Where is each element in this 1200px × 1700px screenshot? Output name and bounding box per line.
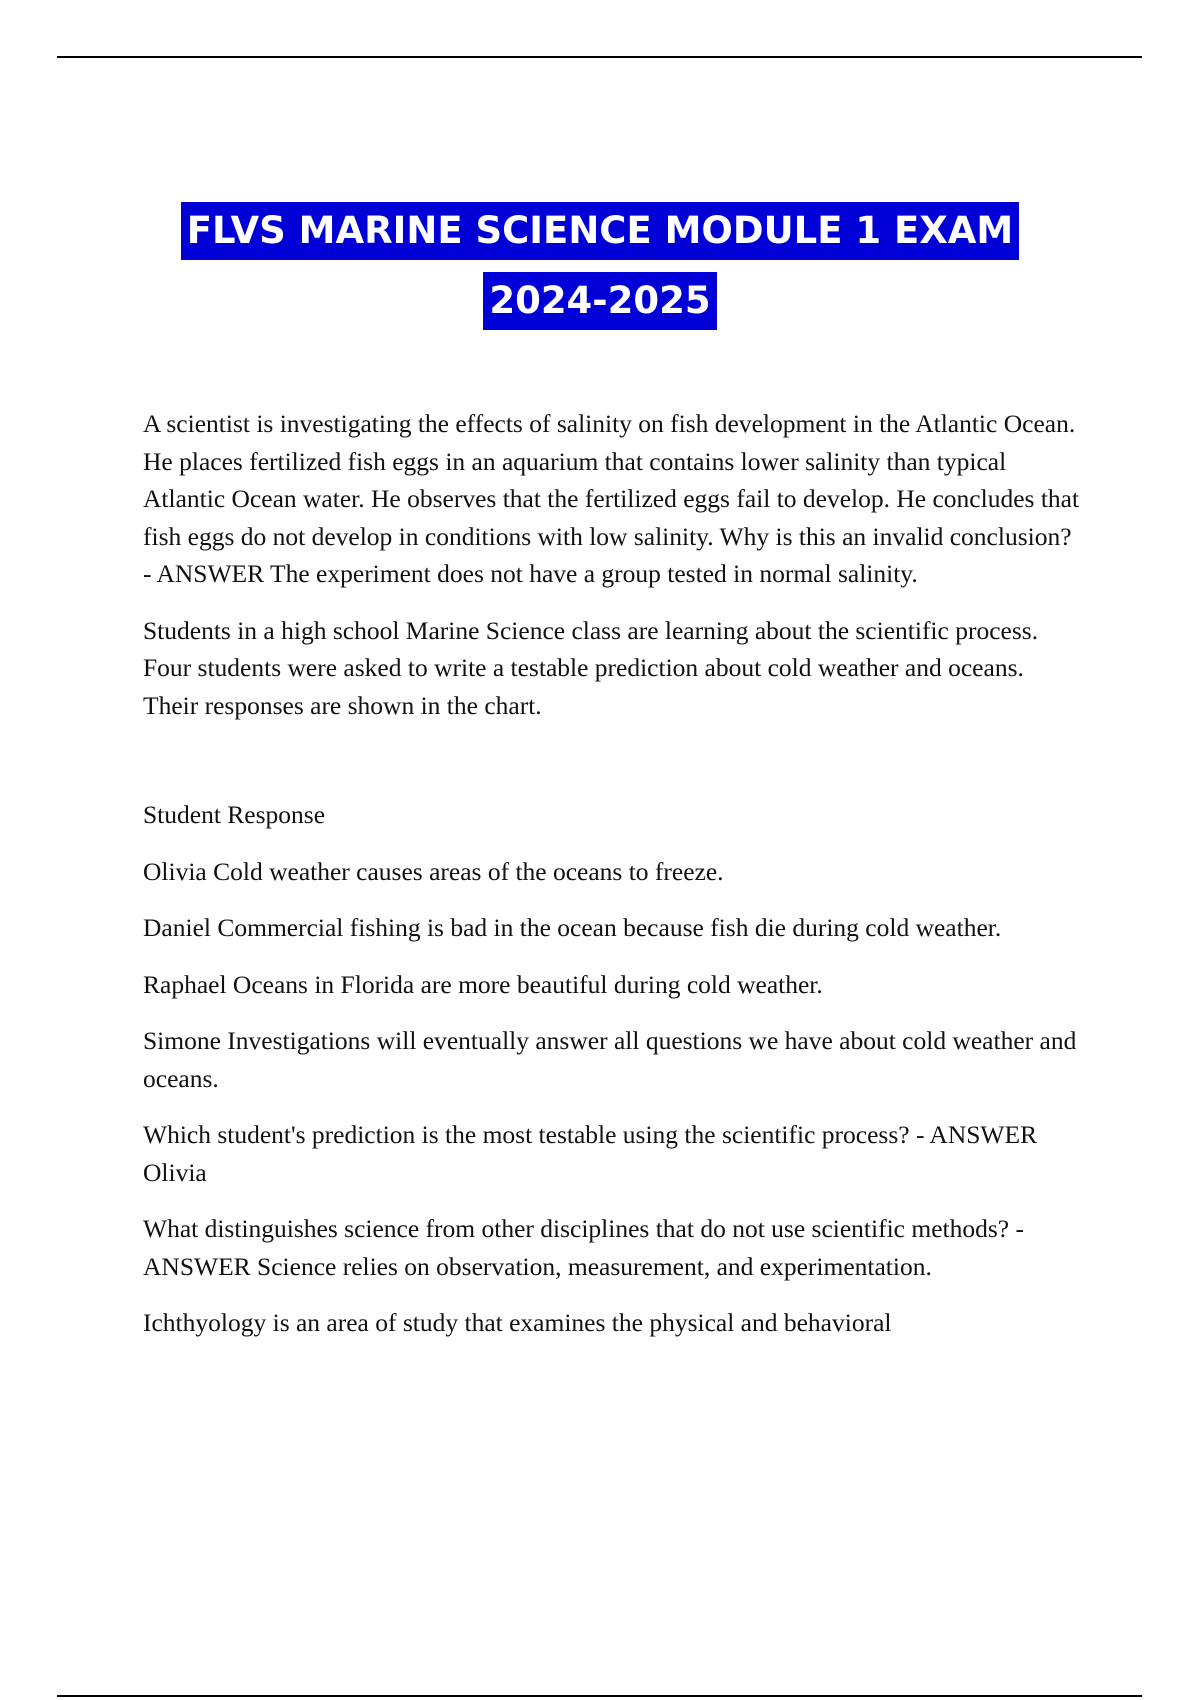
top-divider [57,56,1142,58]
chart-row: Daniel Commercial fishing is bad in the ocean because fish die during cold weather. [143,913,1002,942]
chart-row: Olivia Cold weather causes areas of the oceans to freeze. [143,856,724,886]
bottom-divider [57,1695,1142,1697]
document-title [0,198,1200,338]
question-paragraph: Ichthyology is an area of study that examines the physical and behavioral [143,1308,892,1337]
question-paragraph: Which student's prediction is the most testable using the scientific process? - ANSWER Olivia [143,1120,1038,1187]
chart-row: Raphael Oceans in Florida are more beautiful during cold weather. [143,969,823,999]
document-body [143,405,1083,1361]
question-paragraph: What distinguishes science from other disciplines that do not use scientific methods? - ANSWER Science relies on observation, measurement, and experimentation. [143,1214,1024,1281]
question-paragraph: A scientist is investigating the effects of salinity on fish development in the Atlantic Ocean. He places fertilized fish eggs in an aquarium that contains lower salinity than typical Atlantic Ocean water. He observes that the fertilized eggs fail to develop. He concludes that fish eggs do not develop in conditions with low salinity. Why is this an invalid conclusion? - ANSWER The experiment does not have a group tested in normal salinity. [143,409,1080,588]
title-line-2: 2024-2025 [483,272,716,330]
title-line-1: FLVS MARINE SCIENCE MODULE 1 EXAM [181,202,1020,260]
question-paragraph: Students in a high school Marine Science class are learning about the scientific process. Four students were asked to write a testable prediction about cold weather and oceans. Their responses are shown in the chart. [143,615,1039,720]
chart-row: Simone Investigations will eventually answer all questions we have about cold weather and oceans. [143,1026,1077,1093]
chart-header: Student Response [143,800,326,829]
